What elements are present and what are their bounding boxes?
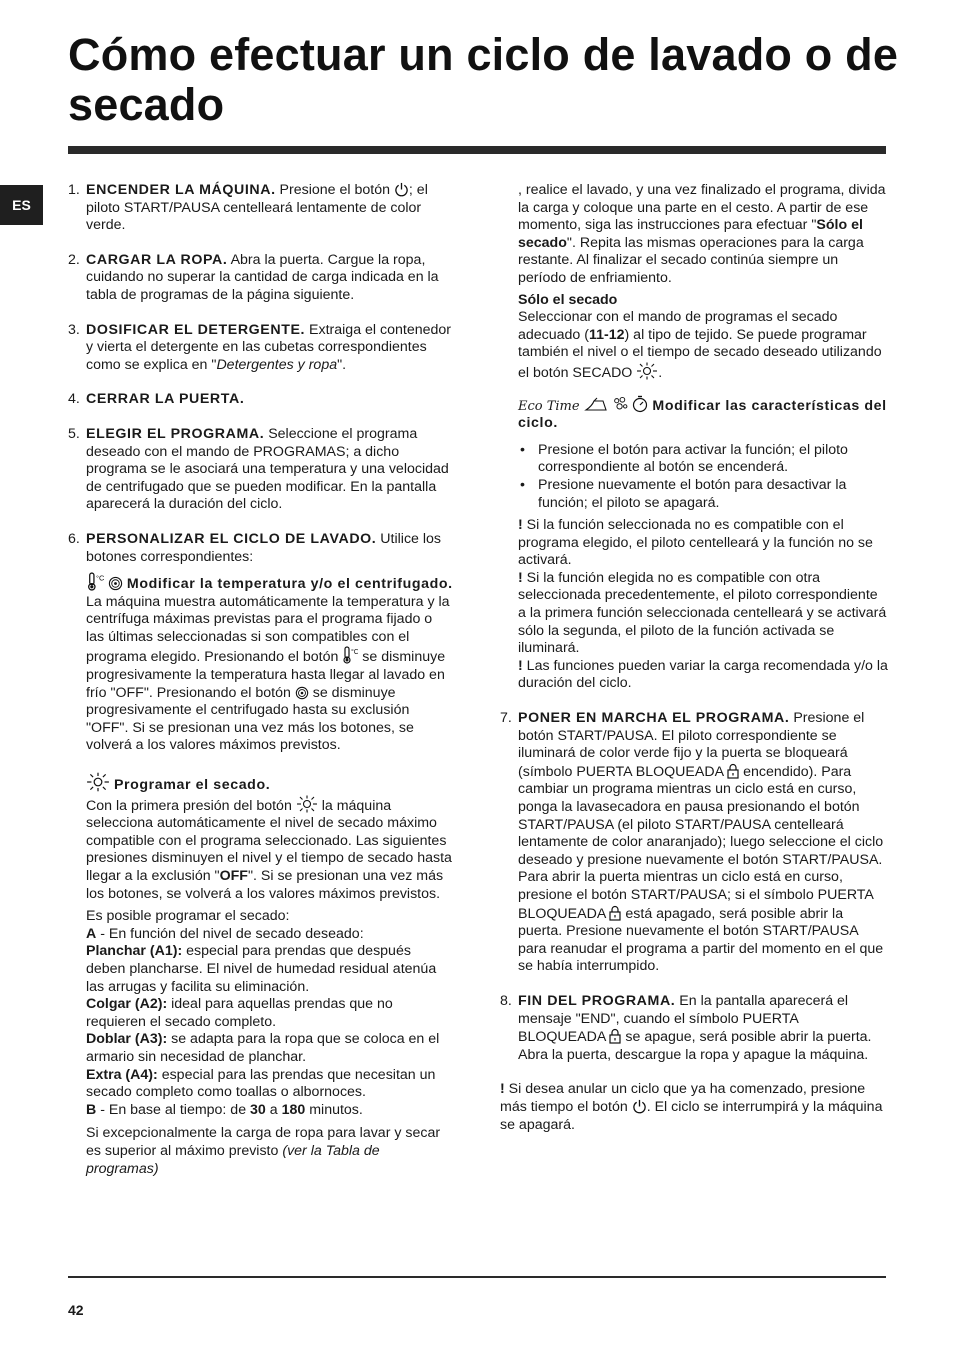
dry-option-a4: Extra (A4): especial para las prendas que necesitan un secado completo como toallas o albornoces. xyxy=(86,1066,436,1101)
step-3: 3. DOSIFICAR EL DETERGENTE. Extraiga el contenedor y vierta el detergente en las cubetas correspondientes como se explica en "Detergentes y ropa". xyxy=(68,321,452,373)
timer-icon xyxy=(632,395,648,413)
dry-option-a3: Doblar (A3): se adapta para la ropa que se coloca en el armario sin necesidad de planchar. xyxy=(86,1031,440,1065)
dry-option-b: B - En base al tiempo: de 30 a 180 minutos. xyxy=(86,1101,363,1118)
temperature-icon xyxy=(342,646,358,664)
power-icon xyxy=(632,1099,647,1114)
temperature-icon xyxy=(86,572,104,591)
excess-load-text: Si excepcionalmente la carga de ropa para lavar y secar es superior al máximo previsto (ver la Tabla de programas) xyxy=(86,1125,441,1177)
warning-2: ! Si la función elegida no es compatible con otra seleccionada precedentemente, el piloto correspondiente a la primera función seleccionada centelleará y se activará sólo la segunda, el piloto de la función activada se iluminará. xyxy=(518,569,887,657)
dry-icon xyxy=(636,362,658,380)
warning-3: ! Las funciones pueden variar la carga recomendada y/o la duración del ciclo. xyxy=(518,657,888,692)
language-tab: ES xyxy=(0,185,43,225)
spin-icon xyxy=(108,576,123,591)
step-6: 6. PERSONALIZAR EL CICLO DE LAVADO. Utilice los botones correspondientes: xyxy=(68,530,442,565)
options-heading: Eco Time Modificar las características del ciclo. xyxy=(518,395,888,433)
cancel-cycle-note: ! Si desea anular un ciclo que ya ha comenzado, presione más tiempo el botón . El ciclo se interrumpirá y la máquina se apagará. xyxy=(500,1081,883,1133)
stain-icon xyxy=(612,396,629,413)
dry-section-heading: Programar el secado. xyxy=(86,772,454,795)
options-bullet-2: • Presione nuevamente el botón para desactivar la función; el piloto se apagará. xyxy=(520,476,847,511)
dry-option-a2: Colgar (A2): ideal para aquellas prendas que no requieren el secado completo. xyxy=(86,996,393,1030)
step-6-continued xyxy=(500,182,888,693)
dry-icon xyxy=(86,772,110,792)
step-6-body xyxy=(68,572,454,1178)
warning-1: ! Si la función seleccionada no es compatible con el programa elegido, el piloto centelleará y la función no se activará. xyxy=(518,517,873,569)
solo-secado-text: Seleccionar con el mando de programas el secado adecuado (11-12) al tipo de tejido. Se puede programar también el nivel o el tiempo de secado deseado utilizando el botón SECADO . xyxy=(518,309,882,381)
step-7-open-door: Para abrir la puerta mientras un ciclo está en curso, presione el botón START/PAUSA; si el símbolo PUERTA BLOQUEADA está apagado, será posible abrir la puerta. Presione nuevamente el botón START/PAUSA para reanudar el programa a partir del momento en el que se había interrumpido. xyxy=(518,869,884,975)
excess-load-continued: , realice el lavado, y una vez finalizado el programa, divida la carga y coloque una parte en el cesto. A partir de ese momento, siga las instrucciones para efectuar "Sólo el secado". Repita las mismas operaciones para la carga restante. Al finalizar el secado continúa siempre un período de enfriamiento. xyxy=(518,182,886,286)
power-icon xyxy=(394,182,409,197)
step-1: 1. ENCENDER LA MÁQUINA. Presione el botón ; el piloto START/PAUSA centelleará lentamente de color verde. xyxy=(68,182,428,234)
lock-icon xyxy=(609,1028,621,1044)
options-bullet-1: • Presione el botón para activar la función; el piloto correspondiente al botón se encenderá. xyxy=(520,441,848,476)
dry-option-a: A - En función del nivel de secado deseado: xyxy=(86,925,364,942)
solo-secado-heading: Sólo el secado xyxy=(518,291,618,308)
dry-option-a1: Planchar (A1): especial para prendas que después deben plancharse. El nivel de humedad residual atenúa las arrugas y facilita su eliminación. xyxy=(86,943,437,995)
step-5: 5. ELEGIR EL PROGRAMA. Seleccione el programa deseado con el mando de PROGRAMAS; a dicho programa se le asociará una temperatura y una velocidad de centrifugado que se pueden modificar. En la pantalla aparecerá la duración del ciclo. xyxy=(68,425,449,513)
right-column xyxy=(500,182,888,1134)
left-column xyxy=(68,182,454,1178)
step-2: 2. CARGAR LA ROPA. Abra la puerta. Cargue la ropa, cuidando no superar la cantidad de carga indicada en la tabla de programas de la página siguiente. xyxy=(68,251,439,303)
dry-section-text: Con la primera presión del botón la máquina selecciona automáticamente el nivel de secado máximo compatible con el programa seleccionado. Las siguientes presiones disminuyen el nivel y el tiempo de secado hasta llegar a la exclusión "OFF". Si se presionan una vez más los botones, se volverá a los valores máximos previstos. xyxy=(86,795,454,904)
ecotime-icon: Eco Time xyxy=(518,398,580,414)
dry-icon xyxy=(296,795,318,813)
footer-rule xyxy=(68,1276,886,1278)
spin-icon xyxy=(295,686,309,700)
dry-options-intro: Es posible programar el secado: xyxy=(86,908,290,925)
step-7: 7. PONER EN MARCHA EL PROGRAMA. Presione el botón START/PAUSA. El piloto correspondiente se iluminará de color verde fijo y la puerta se bloqueará (símbolo PUERTA BLOQUEADA encendido). Para cambiar un programa mientras un ciclo está en curso, ponga la lavasecadora en pausa presionando el botón START/PAUSA (el piloto START/PAUSA centelleará lentamente de color anaranjado); luego seleccione el ciclo deseado y presione nuevamente el botón START/PAUSA. xyxy=(500,710,884,868)
lock-icon xyxy=(727,763,739,779)
step-4: 4. CERRAR LA PUERTA. xyxy=(68,391,245,408)
title-underline xyxy=(68,146,886,154)
temperature-spin-section: Modificar la temperatura y/o el centrifugado. La máquina muestra automáticamente la temperatura y la centrífuga máximas previstas para el programa fijado o las últimas seleccionadas si son compatibles con el programa elegido. Presionando el botón se disminuye progresivamente la temperatura hasta llegar al lavado en frío "OFF". Presionando el botón se disminuye progresivamente el centrifugado hasta su exclusión "OFF". Si se presionan una vez más los botones, se volverá a los valores máximos previstos. xyxy=(86,572,454,755)
step-8: 8. FIN DEL PROGRAMA. En la pantalla aparecerá el mensaje "END", cuando el símbolo PUERTA BLOQUEADA se apague, será posible abrir la puerta. Abra la puerta, descargue la ropa y apague la máquina. xyxy=(500,992,872,1063)
iron-icon xyxy=(584,397,608,413)
page-number: 42 xyxy=(68,1302,84,1318)
page-title: Cómo efectuar un ciclo de lavado o de secado xyxy=(68,29,899,130)
lock-icon xyxy=(609,905,621,921)
